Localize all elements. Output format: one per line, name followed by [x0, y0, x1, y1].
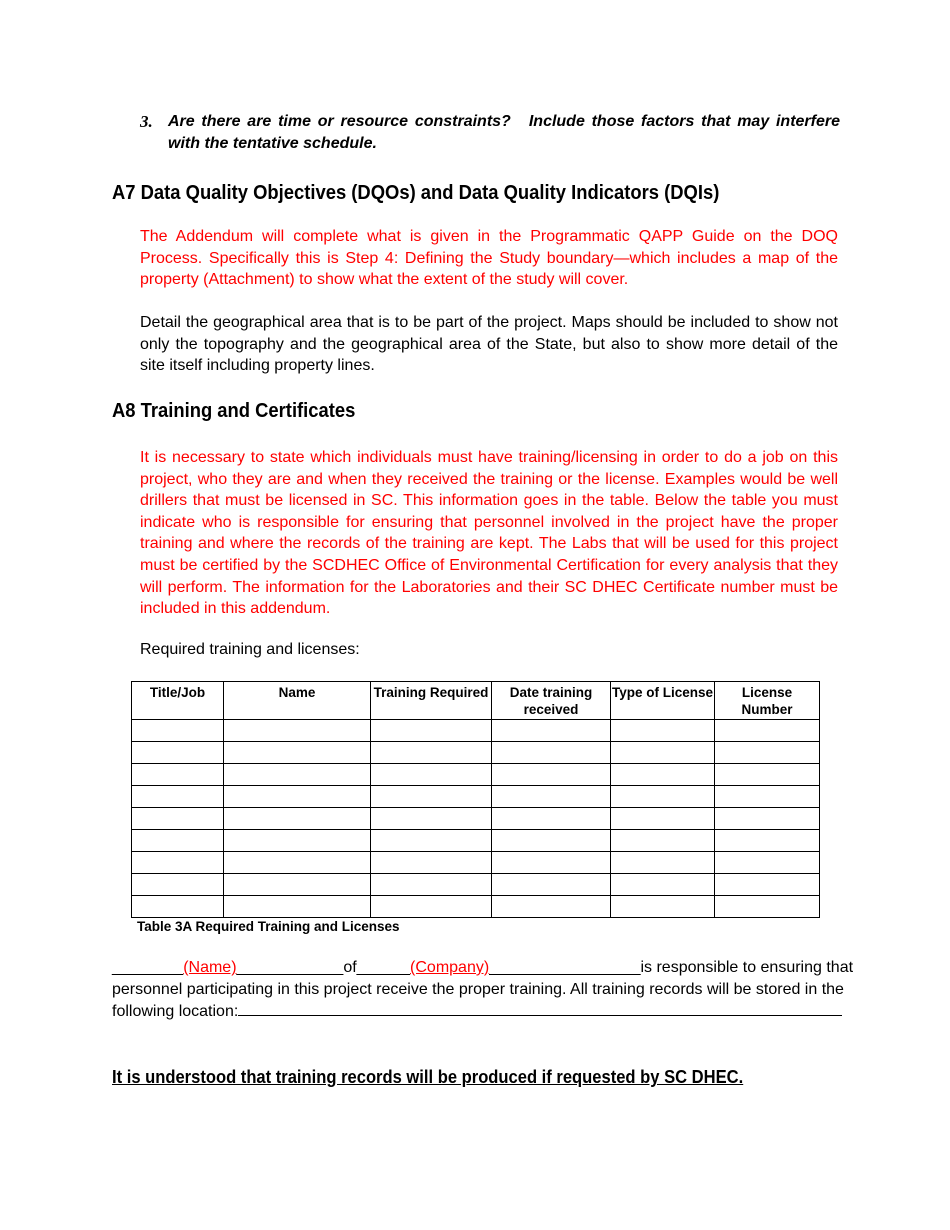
table-cell[interactable]	[611, 720, 715, 742]
section-a7-body: Detail the geographical area that is to be part of the project. Maps should be included to show not only the topography and the geographical area of the State, but also to show more detail of the site itself including property lines.	[140, 314, 838, 375]
table-cell[interactable]	[715, 742, 820, 764]
responsibility-line-2: personnel participating in this project receive the proper training. All training records will be stored in the	[112, 980, 844, 998]
required-training-label: Required training and licenses:	[140, 641, 360, 658]
responsibility-line-3	[112, 1000, 836, 1023]
table-cell[interactable]	[371, 786, 492, 808]
section-a8-heading: A8 Training and Certificates	[112, 400, 356, 422]
table-cell[interactable]	[492, 720, 611, 742]
table-row	[132, 896, 820, 918]
table-cell[interactable]	[715, 852, 820, 874]
table-cell[interactable]	[611, 896, 715, 918]
table-cell[interactable]	[224, 720, 371, 742]
table-cell[interactable]	[611, 852, 715, 874]
table-cell[interactable]	[132, 896, 224, 918]
company-placeholder[interactable]: (Company)	[410, 959, 490, 976]
table-cell[interactable]	[715, 874, 820, 896]
question-3-text-b: Include those factors that may interfere with the tentative schedule.	[168, 113, 840, 152]
table-cell[interactable]	[715, 764, 820, 786]
responsibility-statement	[112, 957, 854, 1023]
table-cell[interactable]	[132, 830, 224, 852]
company-trail-blank: _________________	[489, 959, 641, 976]
table-cell[interactable]	[492, 808, 611, 830]
name-trail-blank: ____________	[236, 959, 344, 976]
table-cell[interactable]	[492, 742, 611, 764]
section-a8-instruction: It is necessary to state which individuals must have training/licensing in order to do a job on this project, who they are and when they received the training or the license. Examples would be well drillers that must be licensed in SC. This information goes in the table. Below the table you must indicate who is responsible for ensuring that personnel involved in the project have the proper training and where the records of the training are kept. The Labs that will be used for this project must be certified by the SCDHEC Office of Environmental Certification for every analysis that they will perform. The information for the Laboratories and their SC DHEC Certificate number must be included in this addendum.	[140, 449, 838, 618]
table-row	[132, 742, 820, 764]
name-lead-blank: ________	[112, 959, 184, 976]
table-row	[132, 830, 820, 852]
header-date-training-received: Date training received	[492, 682, 611, 720]
of-word: of	[343, 959, 357, 976]
table-cell[interactable]	[371, 830, 492, 852]
location-fill-line[interactable]	[238, 1000, 842, 1016]
table-cell[interactable]	[132, 852, 224, 874]
table-cell[interactable]	[715, 786, 820, 808]
table-row	[132, 786, 820, 808]
sentence-end: is responsible to ensuring that	[640, 959, 854, 976]
table-row	[132, 764, 820, 786]
name-placeholder[interactable]: (Name)	[183, 959, 237, 976]
question-3	[140, 111, 840, 155]
table-cell[interactable]	[715, 896, 820, 918]
table-cell[interactable]	[132, 742, 224, 764]
question-3-text-a: Are there are time or resource constraints?	[168, 113, 511, 130]
table-cell[interactable]	[371, 896, 492, 918]
table-cell[interactable]	[492, 764, 611, 786]
table-cell[interactable]	[132, 874, 224, 896]
table-row	[132, 852, 820, 874]
training-table	[131, 681, 820, 918]
table-cell[interactable]	[371, 808, 492, 830]
location-label: following location:	[112, 1003, 239, 1021]
table-row	[132, 874, 820, 896]
table-caption: Table 3A Required Training and Licenses	[137, 919, 400, 934]
table-cell[interactable]	[611, 808, 715, 830]
table-cell[interactable]	[224, 764, 371, 786]
table-cell[interactable]	[611, 830, 715, 852]
table-cell[interactable]	[371, 742, 492, 764]
table-cell[interactable]	[371, 764, 492, 786]
closing-statement: It is understood that training records will be produced if requested by SC DHEC.	[112, 1067, 744, 1087]
header-license-number: License Number	[715, 682, 820, 720]
table-row	[132, 808, 820, 830]
table-cell[interactable]	[132, 720, 224, 742]
header-type-of-license: Type of License	[611, 682, 715, 720]
training-table-body	[132, 720, 820, 918]
table-cell[interactable]	[492, 874, 611, 896]
responsibility-line-1	[112, 957, 854, 979]
table-cell[interactable]	[611, 786, 715, 808]
table-cell[interactable]	[492, 830, 611, 852]
table-cell[interactable]	[715, 720, 820, 742]
training-table-header-row	[132, 682, 820, 720]
table-cell[interactable]	[224, 896, 371, 918]
company-lead-blank: ______	[356, 959, 411, 976]
table-cell[interactable]	[224, 808, 371, 830]
company-blank-group	[357, 957, 641, 979]
table-cell[interactable]	[132, 764, 224, 786]
table-cell[interactable]	[715, 808, 820, 830]
header-training-required: Training Required	[371, 682, 492, 720]
section-a7-instruction: The Addendum will complete what is given in the Programmatic QAPP Guide on the DOQ Process. Specifically this is Step 4: Defining the Study boundary—which includes a map of the property (Attachment) to show what the extent of the study will cover.	[140, 228, 838, 289]
table-cell[interactable]	[132, 786, 224, 808]
table-cell[interactable]	[224, 742, 371, 764]
table-cell[interactable]	[224, 852, 371, 874]
header-title-job: Title/Job	[132, 682, 224, 720]
table-row	[132, 720, 820, 742]
name-blank-group	[112, 957, 343, 979]
table-cell[interactable]	[611, 742, 715, 764]
section-a8-heading-wrap	[112, 398, 377, 424]
table-cell[interactable]	[224, 830, 371, 852]
table-cell[interactable]	[492, 896, 611, 918]
table-cell[interactable]	[715, 830, 820, 852]
table-cell[interactable]	[611, 874, 715, 896]
table-cell[interactable]	[224, 874, 371, 896]
section-a7-heading: A7 Data Quality Objectives (DQOs) and Data Quality Indicators (DQIs)	[112, 182, 720, 204]
table-cell[interactable]	[371, 852, 492, 874]
table-cell[interactable]	[492, 786, 611, 808]
table-cell[interactable]	[492, 852, 611, 874]
table-cell[interactable]	[371, 720, 492, 742]
table-cell[interactable]	[132, 808, 224, 830]
question-3-text	[168, 111, 840, 155]
table-cell[interactable]	[611, 764, 715, 786]
table-cell[interactable]	[224, 786, 371, 808]
section-a7-heading-wrap	[112, 180, 772, 206]
table-cell[interactable]	[371, 874, 492, 896]
question-3-number: 3.	[140, 112, 153, 131]
header-name: Name	[224, 682, 371, 720]
